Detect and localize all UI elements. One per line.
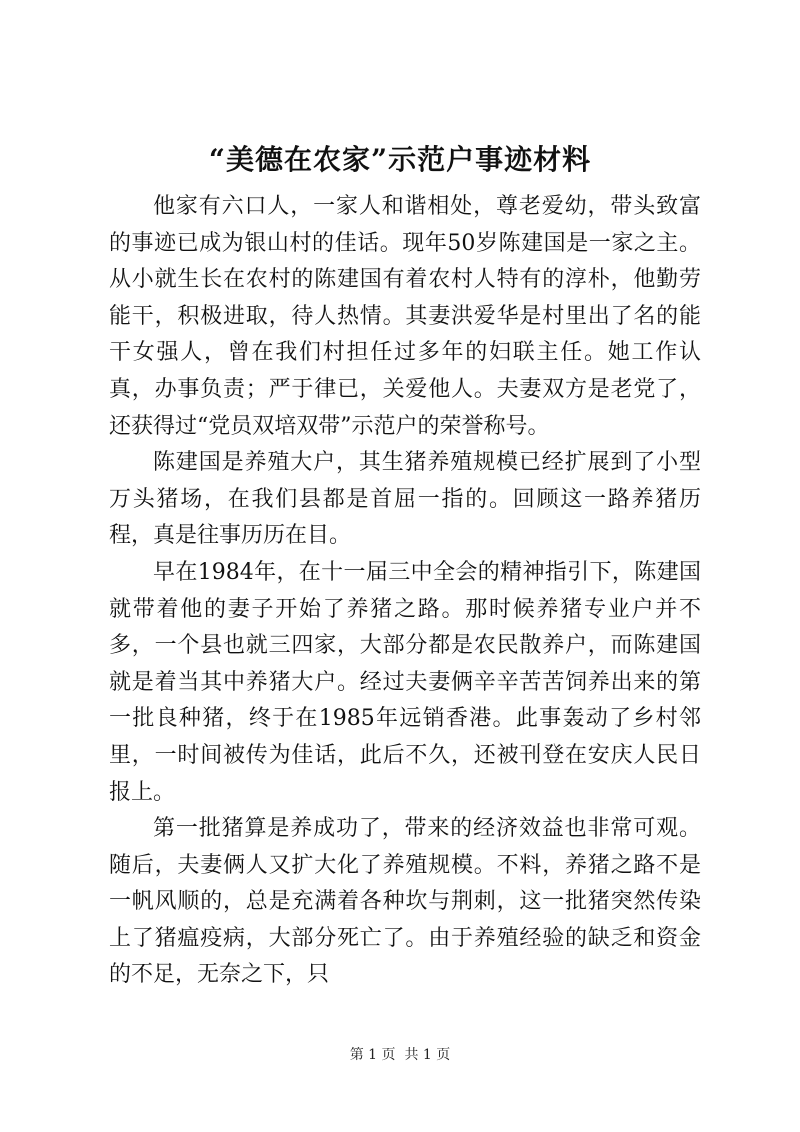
document-body	[109, 189, 701, 994]
document-title: “美德在农家”示范户事迹材料	[208, 143, 592, 176]
paragraph-4: 第一批猪算是养成功了，带来的经济效益也非常可观。随后，夫妻俩人又扩大化了养殖规模。不料，养猪之路不是一帆风顺的，总是充满着各种坎与荆刺，这一批猪突然传染上了猪瘟疫病，大部分死亡了。由于养殖经验的缺乏和资金的不足，无奈之下，只	[109, 816, 701, 988]
paragraph-2: 陈建国是养殖大户，其生猪养殖规模已经扩展到了小型万头猪场，在我们县都是首屈一指的。回顾这一路养猪历程，真是往事历历在目。	[109, 450, 701, 549]
page-number: 第 1 页 共 1 页	[349, 1047, 451, 1063]
page-footer	[0, 1046, 800, 1064]
paragraph-3: 早在1984年，在十一届三中全会的精神指引下，陈建国就带着他的妻子开始了养猪之路。那时候养猪专业户并不多，一个县也就三四家，大部分都是农民散养户，而陈建国就是着当其中养猪大户。经过夫妻俩辛辛苦苦饲养出来的第一批良种猪，终于在1985年远销香港。此事轰动了乡村邻里，一时间被传为佳话，此后不久，还被刊登在安庆人民日报上。	[109, 559, 701, 805]
paragraph-1: 他家有六口人，一家人和谐相处，尊老爱幼，带头致富的事迹已成为银山村的佳话。现年50岁陈建国是一家之主。从小就生长在农村的陈建国有着农村人特有的淳朴，他勤劳能干，积极进取，待人热情。其妻洪爱华是村里出了名的能干女强人，曾在我们村担任过多年的妇联主任。她工作认真，办事负责；严于律已，关爱他人。夫妻双方是老党了，还获得过“党员双培双带”示范户的荣誉称号。	[109, 194, 701, 439]
